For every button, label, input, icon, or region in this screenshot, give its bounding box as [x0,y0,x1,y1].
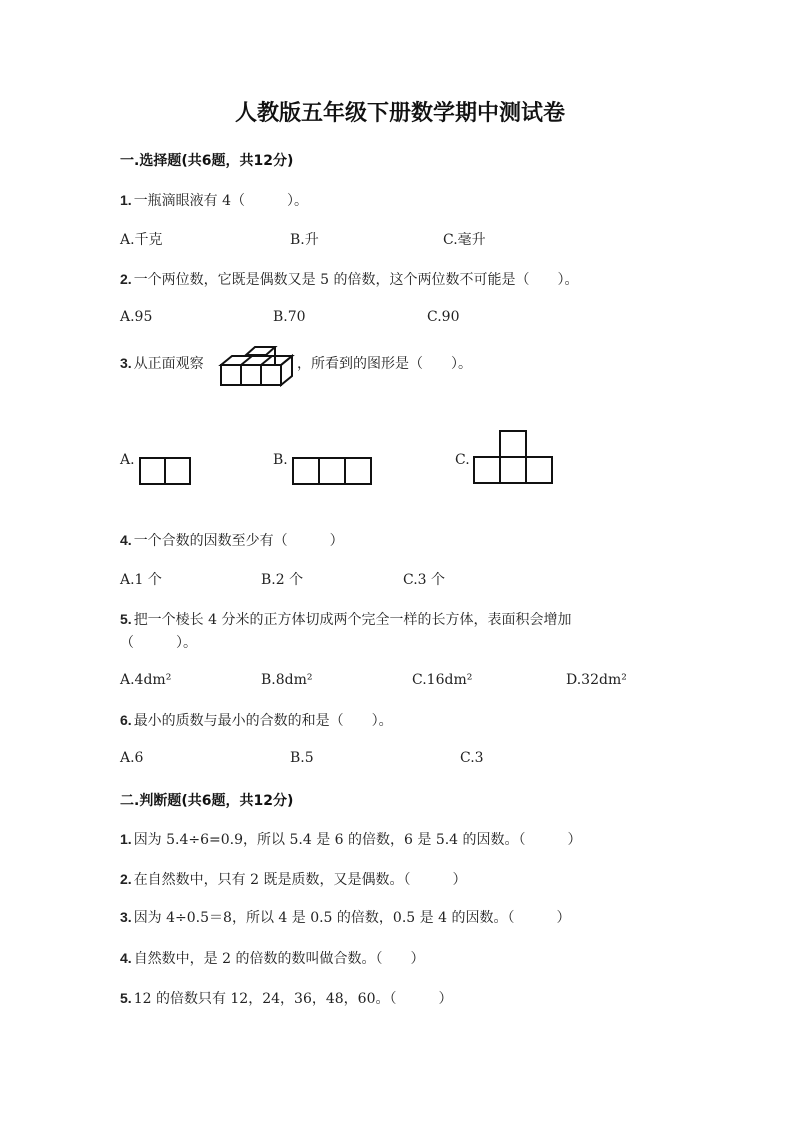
option-b-figure [292,457,374,487]
option-c[interactable]: C.3 [460,750,484,766]
option-c[interactable]: C.16dm² [412,672,473,688]
option-b[interactable]: B.70 [273,309,306,325]
question-text: 因为 5.4÷6=0.9，所以 5.4 是 6 的倍数，6 是 5.4 的因数。（ ） [133,832,582,848]
question-text: 在自然数中，只有 2 既是质数，又是偶数。（ ） [133,872,467,888]
question-1 [120,190,308,210]
option-b[interactable]: B. [273,452,288,468]
judge-question-5 [120,988,452,1008]
option-b[interactable]: B.升 [290,232,319,248]
option-c[interactable]: C. [455,452,470,468]
section-heading-choice: 一.选择题(共6题，共12分) [120,153,294,169]
question-number: 5. [120,611,132,627]
question-text: 最小的质数与最小的合数的和是（ ）。 [133,713,393,729]
question-5 [120,609,572,629]
question-number: 1. [120,192,132,208]
option-b[interactable]: B.2 个 [261,572,304,588]
option-b[interactable]: B.8dm² [261,672,313,688]
judge-question-1 [120,829,582,849]
judge-question-4 [120,948,425,968]
question-number: 4. [120,532,132,548]
question-number: 4. [120,950,132,966]
question-5-line2: （ ）。 [120,635,197,651]
question-6 [120,710,393,730]
option-a[interactable]: A.千克 [120,232,163,248]
question-4 [120,530,344,550]
question-number: 6. [120,712,132,728]
option-c[interactable]: C.90 [427,309,460,325]
question-number: 3. [120,909,132,925]
option-b[interactable]: B.5 [290,750,314,766]
option-a-figure [139,457,193,487]
question-3 [120,353,204,373]
question-text: 把一个棱长 4 分米的正方体切成两个完全一样的长方体，表面积会增加 [133,612,572,628]
judge-question-3 [120,907,570,927]
question-2 [120,269,579,289]
option-a[interactable]: A. [120,452,135,468]
question-text: 一个两位数，它既是偶数又是 5 的倍数，这个两位数不可能是（ ）。 [133,272,579,288]
option-c-figure [473,430,555,486]
question-number: 1. [120,831,132,847]
question-text-before: 从正面观察 [133,356,204,372]
option-c[interactable]: C.3 个 [403,572,446,588]
option-a[interactable]: A.6 [120,750,144,766]
judge-question-2 [120,869,467,889]
option-a[interactable]: A.95 [120,309,153,325]
question-text: 一瓶滴眼液有 4（ ）。 [133,193,309,209]
question-number: 2. [120,871,132,887]
question-text: 因为 4÷0.5＝8，所以 4 是 0.5 的倍数，0.5 是 4 的因数。（ ） [133,910,571,926]
option-d[interactable]: D.32dm² [566,672,627,688]
question-text: 12 的倍数只有 12，24，36，48，60。（ ） [133,991,453,1007]
question-number: 5. [120,990,132,1006]
question-text-after: ，所看到的图形是（ ）。 [297,356,472,372]
section-heading-judgement: 二.判断题(共6题，共12分) [120,793,294,809]
question-text: 自然数中，是 2 的倍数的数叫做合数。（ ） [133,951,425,967]
page-title: 人教版五年级下册数学期中测试卷 [234,101,565,126]
cube-stack-figure [218,345,298,387]
option-c[interactable]: C.毫升 [443,232,486,248]
question-number: 3. [120,355,132,371]
question-number: 2. [120,271,132,287]
question-text: 一个合数的因数至少有（ ） [133,533,344,549]
option-a[interactable]: A.1 个 [120,572,162,588]
option-a[interactable]: A.4dm² [120,672,172,688]
